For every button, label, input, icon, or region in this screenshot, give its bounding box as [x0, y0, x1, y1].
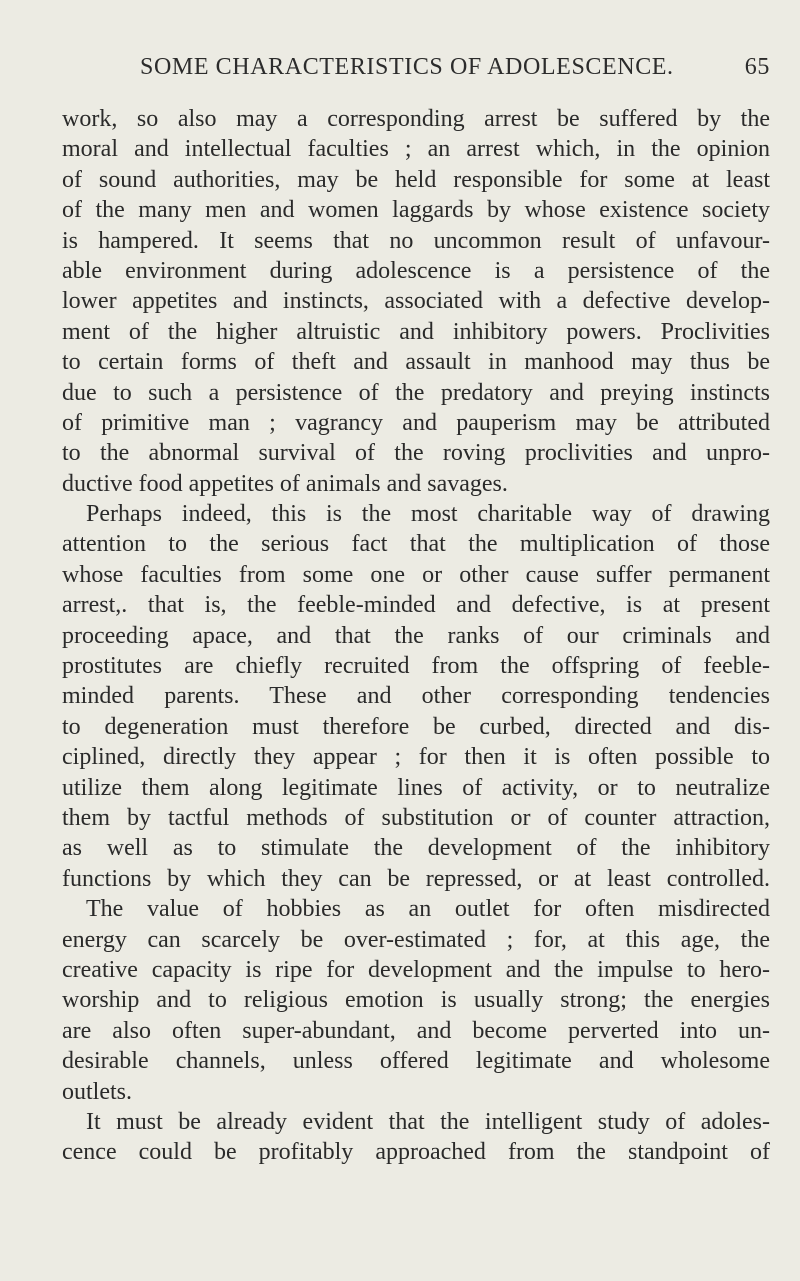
text-line: arrest,. that is, the feeble-minded and defective, is at present [62, 592, 770, 619]
text-line: lower appetites and instincts, associated with a defective develop- [62, 288, 770, 315]
running-head [62, 52, 770, 82]
text-line: to degeneration must therefore be curbed, directed and dis- [62, 713, 770, 740]
text-line: It must be already evident that the intelligent study of adoles- [86, 1108, 770, 1135]
text-line: ciplined, directly they appear ; for then it is often possible to [62, 744, 770, 771]
text-line: desirable channels, unless offered legitimate and wholesome [62, 1048, 770, 1075]
text-line: is hampered. It seems that no uncommon result of unfavour- [62, 227, 770, 254]
text-line: ductive food appetites of animals and savages. [62, 470, 508, 497]
text-line: work, so also may a corresponding arrest be suffered by the [62, 106, 770, 132]
text-line: to certain forms of theft and assault in manhood may thus be [62, 349, 770, 376]
text-line: worship and to religious emotion is usually strong; the energies [62, 987, 770, 1014]
text-line: attention to the serious fact that the multiplication of those [62, 531, 770, 558]
text-line: prostitutes are chiefly recruited from the offspring of feeble- [62, 653, 770, 680]
text-line: functions by which they can be repressed, or at least controlled. [62, 865, 770, 892]
text-line: of primitive man ; vagrancy and pauperism may be attributed [62, 409, 770, 436]
text-line: The value of hobbies as an outlet for often misdirected [86, 896, 770, 923]
running-title: SOME CHARACTERISTICS OF ADOLESCENCE. [140, 54, 674, 80]
text-line: utilize them along legitimate lines of activity, or to neutralize [62, 774, 770, 801]
text-line: to the abnormal survival of the roving proclivities and unpro- [62, 440, 770, 467]
text-line: them by tactful methods of substitution or of counter attraction, [62, 804, 770, 831]
text-line: cence could be profitably approached from the standpoint of [62, 1139, 770, 1166]
body-text [62, 104, 770, 1168]
text-line: ment of the higher altruistic and inhibitory powers. Proclivities [62, 318, 770, 345]
text-line: able environment during adolescence is a persistence of the [62, 257, 770, 284]
text-line: Perhaps indeed, this is the most charitable way of drawing [86, 501, 770, 528]
text-line: energy can scarcely be over-estimated ; for, at this age, the [62, 926, 770, 953]
text-line: proceeding apace, and that the ranks of our criminals and [62, 622, 770, 649]
text-line: creative capacity is ripe for development and the impulse to hero- [62, 956, 770, 983]
text-line: outlets. [62, 1078, 132, 1105]
text-line: of the many men and women laggards by whose existence society [62, 197, 770, 224]
text-line: are also often super-abundant, and become perverted into un- [62, 1017, 770, 1044]
text-line: minded parents. These and other corresponding tendencies [62, 683, 770, 710]
text-line: due to such a persistence of the predatory and preying instincts [62, 379, 770, 406]
text-line: whose faculties from some one or other cause suffer permanent [62, 561, 770, 588]
text-line: of sound authorities, may be held responsible for some at least [62, 166, 770, 193]
text-line: as well as to stimulate the development of the inhibitory [62, 835, 770, 862]
text-line: moral and intellectual faculties ; an arrest which, in the opinion [62, 136, 770, 163]
page-number: 65 [744, 54, 770, 80]
